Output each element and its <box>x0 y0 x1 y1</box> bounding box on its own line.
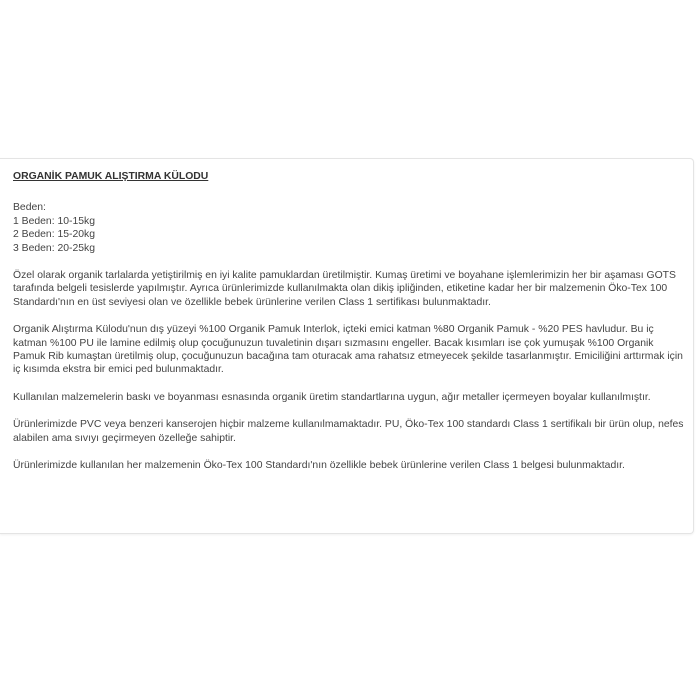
product-description-panel <box>0 158 694 534</box>
description-paragraph-pvc: Ürünlerimizde PVC veya benzeri kanserojen hiçbir malzeme kullanılmamaktadır. PU, Öko-Tex 100 standardı Class 1 sertifikalı bir ürün olup, nefes alabilen ama sıvıyı geçirmeyen özelleğe sahiptir. <box>13 419 684 444</box>
product-title: ORGANİK PAMUK ALIŞTIRMA KÜLODU <box>13 171 209 182</box>
description-paragraph-certificate: Ürünlerimizde kullanılan her malzemenin Öko-Tex 100 Standardı'nın özellikle bebek ürünlerine verilen Class 1 belgesi bulunmaktadır. <box>13 460 625 472</box>
description-paragraph-materials: Özel olarak organik tarlalarda yetiştirilmiş en iyi kalite pamuklardan üretilmiştir. Kumaş üretimi ve boyahane işlemlerimizin her bir aşaması GOTS tarafında belgeli tesislerde yapılmıştır. Ayrıca ürünlerimizde kullanılmakta olan dikiş ipliğinden, etiketine kadar her bir malzemenin Öko-Tex 100 Standardı'nın en üst seviyesi olan ve özellikle bebek ürünlerine verilen Class 1 sertifikası bulunmaktadır. <box>13 270 676 308</box>
size-list <box>13 201 685 255</box>
size-item: 1 Beden: 10-15kg <box>13 215 96 227</box>
size-list-label: Beden: <box>13 202 46 214</box>
description-paragraph-dyes: Kullanılan malzemelerin baskı ve boyanması esnasında organik üretim standartlarına uygun, ağır metaller içermeyen boyalar kullanılmıştır. <box>13 391 651 403</box>
size-item: 2 Beden: 15-20kg <box>13 229 96 241</box>
size-item: 3 Beden: 20-25kg <box>13 242 96 254</box>
product-description-content <box>13 170 685 487</box>
description-paragraph-layers: Organik Alıştırma Külodu'nun dış yüzeyi %100 Organik Pamuk Interlok, içteki emici katman %80 Organik Pamuk - %20 PES havludur. Bu iç katman %100 PU ile lamine edilmiş olup çocuğunuzun tuvaletinin dışarı sızmasını engeller. Bacak kısımları ise çok yumuşak %100 Organik Pamuk Rib kumaştan üretilmiş olup, çocuğunuzun bacağına tam oturacak ama rahatsız etmeyecek şekilde tasarlanmıştır. Emiciliğini arttırmak için iç kısımda ekstra bir emici ped bulunmaktadır. <box>13 324 683 376</box>
